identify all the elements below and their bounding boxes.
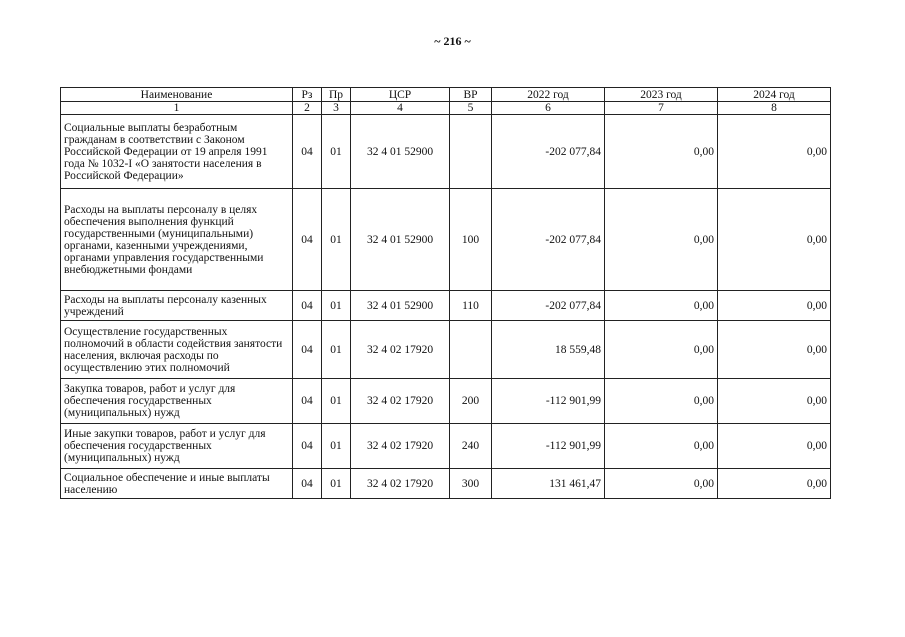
header-vr: ВР — [450, 88, 492, 102]
table-row — [61, 469, 831, 499]
row-vr: 110 — [450, 291, 492, 321]
row-pr: 01 — [322, 291, 351, 321]
row-2022: 131 461,47 — [492, 469, 605, 499]
row-csr: 32 4 01 52900 — [351, 291, 450, 321]
row-csr: 32 4 01 52900 — [351, 189, 450, 291]
column-number: 2 — [293, 102, 322, 115]
row-rz: 04 — [293, 291, 322, 321]
row-name: Социальное обеспечение и иные выплаты населению — [61, 469, 293, 499]
row-2023: 0,00 — [605, 291, 718, 321]
header-2022: 2022 год — [492, 88, 605, 102]
row-rz: 04 — [293, 321, 322, 379]
table-row — [61, 321, 831, 379]
row-2023: 0,00 — [605, 469, 718, 499]
row-csr: 32 4 02 17920 — [351, 321, 450, 379]
row-vr: 100 — [450, 189, 492, 291]
table-row — [61, 189, 831, 291]
row-name: Социальные выплаты безработным гражданам в соответствии с Законом Российской Федерации от 19 апреля 1991 года № 1032-I «О занятости населения в Российской Федерации» — [61, 115, 293, 189]
row-name: Расходы на выплаты персоналу в целях обеспечения выполнения функций государственными (муниципальными) органами, казенными учреждениями, органами управления государственными внебюджетными фондами — [61, 189, 293, 291]
row-name: Осуществление государственных полномочий в области содействия занятости населения, включая расходы по осуществлению этих полномочий — [61, 321, 293, 379]
row-name: Расходы на выплаты персоналу казенных учреждений — [61, 291, 293, 321]
row-2022: -202 077,84 — [492, 189, 605, 291]
table-row — [61, 115, 831, 189]
header-row — [61, 88, 831, 102]
row-vr: 240 — [450, 424, 492, 469]
table-row — [61, 291, 831, 321]
row-2023: 0,00 — [605, 115, 718, 189]
row-vr: 300 — [450, 469, 492, 499]
page-number: ~ 216 ~ — [434, 34, 471, 48]
row-2024: 0,00 — [718, 115, 831, 189]
row-pr: 01 — [322, 321, 351, 379]
row-vr — [450, 321, 492, 379]
row-2023: 0,00 — [605, 321, 718, 379]
column-number: 7 — [605, 102, 718, 115]
row-vr: 200 — [450, 379, 492, 424]
row-2024: 0,00 — [718, 291, 831, 321]
row-2023: 0,00 — [605, 189, 718, 291]
column-number: 8 — [718, 102, 831, 115]
row-2023: 0,00 — [605, 424, 718, 469]
header-2024: 2024 год — [718, 88, 831, 102]
row-2022: -202 077,84 — [492, 115, 605, 189]
table-row — [61, 424, 831, 469]
column-number: 3 — [322, 102, 351, 115]
row-rz: 04 — [293, 189, 322, 291]
row-2024: 0,00 — [718, 189, 831, 291]
row-pr: 01 — [322, 469, 351, 499]
row-2024: 0,00 — [718, 424, 831, 469]
row-rz: 04 — [293, 469, 322, 499]
row-2024: 0,00 — [718, 379, 831, 424]
row-csr: 32 4 02 17920 — [351, 469, 450, 499]
header-csr: ЦСР — [351, 88, 450, 102]
row-2022: -202 077,84 — [492, 291, 605, 321]
row-name: Иные закупки товаров, работ и услуг для обеспечения государственных (муниципальных) нужд — [61, 424, 293, 469]
row-vr — [450, 115, 492, 189]
header-rz: Рз — [293, 88, 322, 102]
header-name: Наименование — [61, 88, 293, 102]
column-number-row — [61, 102, 831, 115]
row-rz: 04 — [293, 115, 322, 189]
row-csr: 32 4 02 17920 — [351, 424, 450, 469]
row-rz: 04 — [293, 424, 322, 469]
row-pr: 01 — [322, 189, 351, 291]
header-pr: Пр — [322, 88, 351, 102]
column-number: 4 — [351, 102, 450, 115]
row-rz: 04 — [293, 379, 322, 424]
row-pr: 01 — [322, 115, 351, 189]
column-number: 6 — [492, 102, 605, 115]
column-number: 5 — [450, 102, 492, 115]
row-pr: 01 — [322, 379, 351, 424]
row-2023: 0,00 — [605, 379, 718, 424]
row-2022: 18 559,48 — [492, 321, 605, 379]
row-csr: 32 4 02 17920 — [351, 379, 450, 424]
row-2024: 0,00 — [718, 469, 831, 499]
row-name: Закупка товаров, работ и услуг для обеспечения государственных (муниципальных) нужд — [61, 379, 293, 424]
row-2024: 0,00 — [718, 321, 831, 379]
budget-table — [60, 87, 831, 499]
row-csr: 32 4 01 52900 — [351, 115, 450, 189]
table-row — [61, 379, 831, 424]
column-number: 1 — [61, 102, 293, 115]
header-2023: 2023 год — [605, 88, 718, 102]
row-2022: -112 901,99 — [492, 379, 605, 424]
row-2022: -112 901,99 — [492, 424, 605, 469]
row-pr: 01 — [322, 424, 351, 469]
